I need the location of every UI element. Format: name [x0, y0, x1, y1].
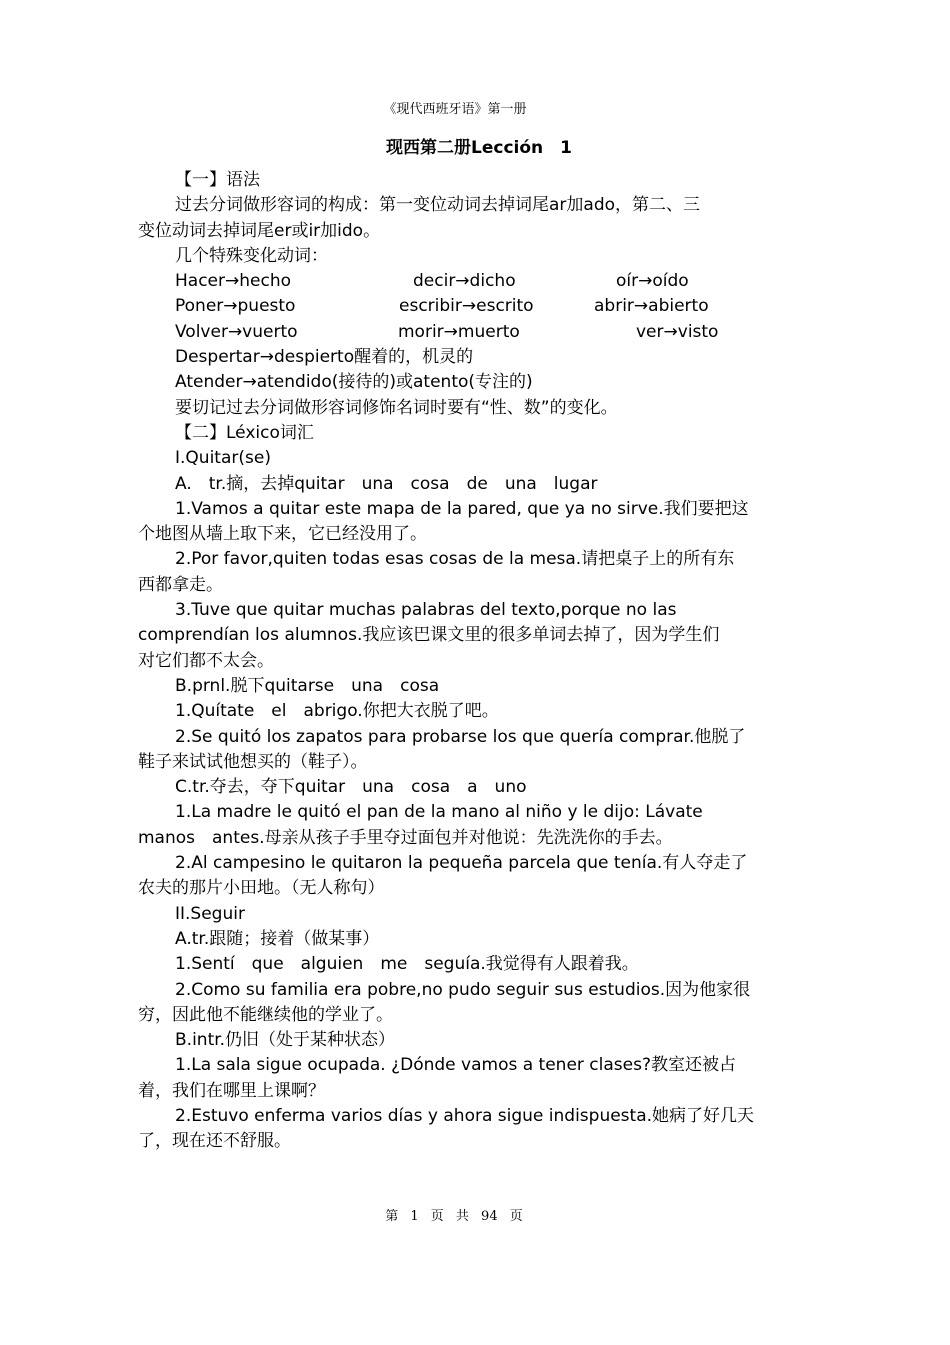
- example-sentence-cont: manos antes.母亲从孩子手里夺过面包并对他说：先洗洗你的手去。: [138, 827, 673, 848]
- example-sentence: 2.Se quitó los zapatos para probarse los que quería comprar.他脱了: [175, 726, 746, 747]
- verb-form: oír→oído: [616, 271, 689, 292]
- example-sentence-cont: comprendían los alumnos.我应该巴课文里的很多单词去掉了，因为学生们: [138, 625, 720, 646]
- verb-row: [138, 294, 770, 319]
- verb-form: Hacer→hecho: [175, 271, 291, 292]
- example-sentence-cont: 了，现在还不舒服。: [138, 1131, 291, 1152]
- quitar-heading: I.Quitar(se): [175, 448, 271, 469]
- grammar-heading: 【一】语法: [175, 170, 260, 190]
- example-sentence-cont: 农夫的那片小田地。（无人称句）: [138, 878, 385, 899]
- verb-row: [138, 269, 770, 294]
- verb-form: morir→muerto: [398, 321, 520, 342]
- example-sentence-cont: 着，我们在哪里上课啊？: [138, 1080, 325, 1101]
- verb-row: [138, 320, 770, 345]
- verb-form: escribir→escrito: [399, 296, 534, 317]
- example-sentence-cont: 对它们都不太会。: [138, 650, 274, 671]
- lexicon-heading: 【二】Léxico词汇: [175, 422, 314, 443]
- verb-form: Volver→vuerto: [175, 321, 298, 342]
- verb-form: decir→dicho: [413, 271, 516, 292]
- example-sentence: 2.Estuvo enferma varios días y ahora sigue indispuesta.她病了好几天: [175, 1105, 755, 1126]
- verb-form: Poner→puesto: [175, 296, 296, 317]
- lesson-content: [138, 168, 770, 1155]
- example-sentence: 1.La sala sigue ocupada. ¿Dónde vamos a tener clases?教室还被占: [175, 1055, 736, 1076]
- grammar-paragraph-cont: 变位动词去掉词尾er或ir加ido。: [138, 220, 381, 241]
- grammar-paragraph: 过去分词做形容词的构成：第一变位动词去掉词尾ar加ado，第二、三: [175, 195, 701, 216]
- example-sentence: 1.La madre le quitó el pan de la mano al niño y le dijo: Lávate: [175, 802, 703, 823]
- example-sentence-cont: 穷，因此他不能继续他的学业了。: [138, 1004, 393, 1025]
- quitar-sense-b: B.prnl.脱下quitarse una cosa: [175, 675, 440, 696]
- special-verbs-intro: 几个特殊变化动词：: [175, 245, 328, 266]
- seguir-sense-a: A.tr.跟随；接着（做某事）: [175, 928, 380, 949]
- seguir-heading: II.Seguir: [175, 903, 245, 924]
- example-sentence: 1.Sentí que alguien me seguía.我觉得有人跟着我。: [175, 954, 639, 975]
- example-sentence: 1.Vamos a quitar este mapa de la pared, que ya no sirve.我们要把这: [175, 498, 749, 519]
- verb-despertar: Despertar→despierto醒着的，机灵的: [175, 347, 474, 368]
- verb-form: ver→visto: [636, 321, 719, 342]
- lesson-title: 现西第二册Lección 1: [386, 138, 572, 158]
- seguir-sense-b: B.intr.仍旧（处于某种状态）: [175, 1030, 396, 1051]
- grammar-note: 要切记过去分词做形容词修饰名词时要有“性、数”的变化。: [175, 397, 618, 418]
- example-sentence: 1.Quítate el abrigo.你把大衣脱了吧。: [175, 701, 499, 722]
- verb-atender: Atender→atendido(接待的)或atento(专注的): [175, 372, 533, 393]
- example-sentence-cont: 西都拿走。: [138, 574, 223, 595]
- example-sentence: 2.Como su familia era pobre,no pudo seguir sus estudios.因为他家很: [175, 979, 751, 1000]
- example-sentence: 2.Al campesino le quitaron la pequeña parcela que tenía.有人夺走了: [175, 853, 748, 874]
- quitar-sense-c: C.tr.夺去，夺下quitar una cosa a uno: [175, 777, 527, 798]
- quitar-sense-a: A. tr.摘，去掉quitar una cosa de una lugar: [175, 473, 598, 494]
- example-sentence: 2.Por favor,quiten todas esas cosas de la mesa.请把桌子上的所有东: [175, 549, 735, 570]
- example-sentence: 3.Tuve que quitar muchas palabras del texto,porque no las: [175, 600, 677, 621]
- example-sentence-cont: 鞋子来试试他想买的（鞋子）。: [138, 751, 368, 772]
- example-sentence-cont: 个地图从墙上取下来，它已经没用了。: [138, 524, 427, 545]
- verb-form: abrir→abierto: [594, 296, 709, 317]
- page-footer: 第 1 页 共 94 页: [385, 1209, 523, 1224]
- page-header: 《现代西班牙语》第一册: [383, 102, 527, 117]
